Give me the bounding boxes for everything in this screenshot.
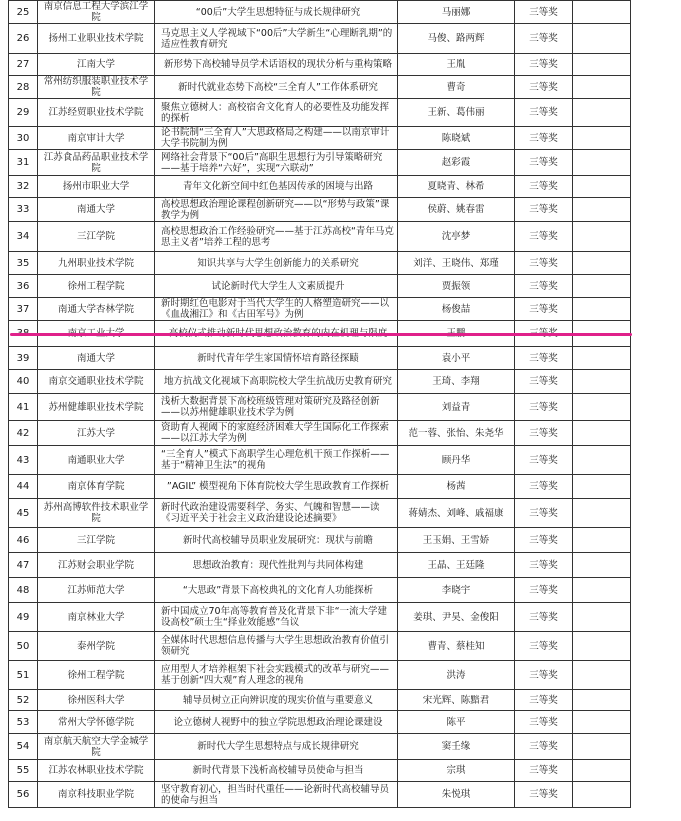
empty-cell (573, 760, 631, 782)
table-row (9, 150, 631, 176)
school-cell: 徐州医科大学 (38, 690, 155, 711)
row-number: 50 (9, 632, 38, 661)
row-number: 36 (9, 275, 38, 298)
authors-cell: 范一蓉、张怡、朱尧华 (398, 421, 515, 446)
row-number: 29 (9, 99, 38, 127)
title-cell: 论立德树人视野中的独立学院思想政治理论课建设 (155, 711, 398, 734)
award-table-body (9, 1, 631, 808)
row-number: 32 (9, 176, 38, 198)
empty-cell (573, 421, 631, 446)
title-cell: 新形势下高校辅导员学术话语权的现状分析与重构策略 (155, 54, 398, 76)
row-number: 34 (9, 222, 38, 252)
table-row (9, 298, 631, 321)
award-cell: 三等奖 (515, 553, 573, 578)
row-number: 31 (9, 150, 38, 176)
title-cell: “大思政”背景下高校典礼的文化育人功能探析 (155, 578, 398, 603)
school-cell: 常州大学怀德学院 (38, 711, 155, 734)
table-row (9, 632, 631, 661)
authors-cell: 马俊、路两辉 (398, 24, 515, 54)
empty-cell (573, 553, 631, 578)
school-cell: 南京林业大学 (38, 603, 155, 632)
table-row (9, 734, 631, 760)
empty-cell (573, 370, 631, 394)
title-cell: 知识共享与大学生创新能力的关系研究 (155, 252, 398, 275)
authors-cell: 夏晓青、林希 (398, 176, 515, 198)
title-cell: ”AGIL” 模型视角下体育院校大学生思政教育工作探析 (155, 475, 398, 499)
table-row (9, 394, 631, 421)
award-cell: 三等奖 (515, 661, 573, 690)
title-cell: 应用型人才培养框架下社会实践模式的改革与研究——基于创新“四大观”育人理念的视角 (155, 661, 398, 690)
award-cell: 三等奖 (515, 347, 573, 370)
award-cell: 三等奖 (515, 222, 573, 252)
award-cell: 三等奖 (515, 603, 573, 632)
table-row (9, 782, 631, 808)
title-cell: “00后”大学生思想特征与成长规律研究 (155, 1, 398, 24)
school-cell: 苏州高博软件技术职业学院 (38, 499, 155, 528)
school-cell: 南京科技职业学院 (38, 782, 155, 808)
row-number: 30 (9, 127, 38, 150)
row-number: 46 (9, 528, 38, 553)
authors-cell: 刘益青 (398, 394, 515, 421)
empty-cell (573, 603, 631, 632)
row-number: 26 (9, 24, 38, 54)
authors-cell: 赵彩霞 (398, 150, 515, 176)
row-number: 39 (9, 347, 38, 370)
empty-cell (573, 275, 631, 298)
authors-cell: 李晓宇 (398, 578, 515, 603)
award-cell: 三等奖 (515, 782, 573, 808)
title-cell: 高校思想政治工作经验研究——基于江苏高校“青年马克思主义者”培养工程的思考 (155, 222, 398, 252)
table-row (9, 528, 631, 553)
authors-cell: 王新、葛伟丽 (398, 99, 515, 127)
table-row (9, 198, 631, 222)
row-number: 25 (9, 1, 38, 24)
empty-cell (573, 127, 631, 150)
title-cell: 新时代大学生思想特点与成长规律研究 (155, 734, 398, 760)
table-row (9, 553, 631, 578)
award-cell: 三等奖 (515, 24, 573, 54)
award-cell: 三等奖 (515, 99, 573, 127)
authors-cell: 朱悦琪 (398, 782, 515, 808)
title-cell: 思想政治教育：现代性批判与共同体构建 (155, 553, 398, 578)
authors-cell: 窦壬缘 (398, 734, 515, 760)
row-number: 28 (9, 76, 38, 99)
table-row (9, 690, 631, 711)
table-row (9, 275, 631, 298)
authors-cell: 姜琪、尹昊、金俊阳 (398, 603, 515, 632)
empty-cell (573, 24, 631, 54)
award-cell: 三等奖 (515, 499, 573, 528)
row-number: 44 (9, 475, 38, 499)
table-row (9, 176, 631, 198)
authors-cell: 刘洋、王晓伟、郑瑾 (398, 252, 515, 275)
row-number: 40 (9, 370, 38, 394)
award-cell: 三等奖 (515, 578, 573, 603)
title-cell: 资助育人视阈下的家庭经济困难大学生国际化工作探索——以江苏大学为例 (155, 421, 398, 446)
table-row (9, 1, 631, 24)
authors-cell: 陈平 (398, 711, 515, 734)
row-number: 35 (9, 252, 38, 275)
empty-cell (573, 298, 631, 321)
award-cell: 三等奖 (515, 76, 573, 99)
empty-cell (573, 475, 631, 499)
school-cell: 南京信息工程大学滨江学院 (38, 1, 155, 24)
school-cell: 徐州工程学院 (38, 661, 155, 690)
table-row (9, 499, 631, 528)
authors-cell: 贾振领 (398, 275, 515, 298)
empty-cell (573, 1, 631, 24)
title-cell: 高校思想政治理论课程创新研究——以“形势与政策”课教学为例 (155, 198, 398, 222)
table-row (9, 76, 631, 99)
table-row (9, 760, 631, 782)
school-cell: 三江学院 (38, 528, 155, 553)
row-number: 51 (9, 661, 38, 690)
award-cell: 三等奖 (515, 150, 573, 176)
authors-cell: 曹奇 (398, 76, 515, 99)
authors-cell: 袁小平 (398, 347, 515, 370)
school-cell: 南通大学 (38, 347, 155, 370)
row-number: 37 (9, 298, 38, 321)
authors-cell: 宗琪 (398, 760, 515, 782)
school-cell: 江苏大学 (38, 421, 155, 446)
empty-cell (573, 690, 631, 711)
title-cell: 新时代政治建设需要科学、务实、气魄和智慧——读《习近平关于社会主义政治建设论述摘要》 (155, 499, 398, 528)
row-number: 41 (9, 394, 38, 421)
title-cell: 新时代高校辅导员职业发展研究：现状与前瞻 (155, 528, 398, 553)
table-row (9, 475, 631, 499)
award-cell: 三等奖 (515, 760, 573, 782)
row-number: 27 (9, 54, 38, 76)
empty-cell (573, 578, 631, 603)
empty-cell (573, 734, 631, 760)
award-cell: 三等奖 (515, 54, 573, 76)
award-cell: 三等奖 (515, 421, 573, 446)
title-cell: 马克思主义人学视域下“00后”大学新生“心理断乳期”的适应性教育研究 (155, 24, 398, 54)
row-number: 55 (9, 760, 38, 782)
row-number: 45 (9, 499, 38, 528)
title-cell: “三全育人”模式下高职学生心理危机干预工作探析——基于“精神卫生法”的视角 (155, 446, 398, 475)
award-table (8, 0, 631, 808)
table-row (9, 661, 631, 690)
table-row (9, 54, 631, 76)
school-cell: 南通职业大学 (38, 446, 155, 475)
title-cell: 新时代青年学生家国情怀培育路径探赜 (155, 347, 398, 370)
authors-cell: 王晶、王廷隆 (398, 553, 515, 578)
empty-cell (573, 252, 631, 275)
empty-cell (573, 394, 631, 421)
award-cell: 三等奖 (515, 370, 573, 394)
award-cell: 三等奖 (515, 1, 573, 24)
authors-cell: 杨茜 (398, 475, 515, 499)
award-cell: 三等奖 (515, 711, 573, 734)
table-row (9, 347, 631, 370)
school-cell: 扬州市职业大学 (38, 176, 155, 198)
empty-cell (573, 711, 631, 734)
title-cell: 青年文化新空间中红色基因传承的困境与出路 (155, 176, 398, 198)
empty-cell (573, 661, 631, 690)
school-cell: 江苏经贸职业技术学院 (38, 99, 155, 127)
table-row (9, 370, 631, 394)
authors-cell: 沈亭梦 (398, 222, 515, 252)
empty-cell (573, 499, 631, 528)
school-cell: 江南大学 (38, 54, 155, 76)
row-number: 42 (9, 421, 38, 446)
authors-cell: 曹青、蔡桂知 (398, 632, 515, 661)
empty-cell (573, 76, 631, 99)
award-cell: 三等奖 (515, 475, 573, 499)
table-row (9, 252, 631, 275)
authors-cell: 洪涛 (398, 661, 515, 690)
authors-cell: 王玉娟、王雪娇 (398, 528, 515, 553)
table-row (9, 99, 631, 127)
school-cell: 南京交通职业技术学院 (38, 370, 155, 394)
table-row (9, 127, 631, 150)
row-number: 49 (9, 603, 38, 632)
school-cell: 江苏食品药品职业技术学院 (38, 150, 155, 176)
empty-cell (573, 176, 631, 198)
authors-cell: 杨俊喆 (398, 298, 515, 321)
empty-cell (573, 198, 631, 222)
school-cell: 江苏农林职业技术学院 (38, 760, 155, 782)
title-cell: 新时代背景下浅析高校辅导员使命与担当 (155, 760, 398, 782)
award-cell: 三等奖 (515, 127, 573, 150)
table-row (9, 24, 631, 54)
title-cell: 全媒体时代思想信息传播与大学生思想政治教育价值引领研究 (155, 632, 398, 661)
award-cell: 三等奖 (515, 446, 573, 475)
empty-cell (573, 632, 631, 661)
school-cell: 南京航天航空大学金城学院 (38, 734, 155, 760)
row-number: 43 (9, 446, 38, 475)
row-number: 47 (9, 553, 38, 578)
authors-cell: 顾丹华 (398, 446, 515, 475)
title-cell: 新时代就业态势下高校“三全育人”工作体系研究 (155, 76, 398, 99)
row-number: 48 (9, 578, 38, 603)
school-cell: 九州职业技术学院 (38, 252, 155, 275)
school-cell: 三江学院 (38, 222, 155, 252)
award-cell: 三等奖 (515, 394, 573, 421)
title-cell: 浅析大数据背景下高校班级管理对策研究及路径创新——以苏州健雄职业技术学为例 (155, 394, 398, 421)
school-cell: 泰州学院 (38, 632, 155, 661)
empty-cell (573, 99, 631, 127)
award-cell: 三等奖 (515, 690, 573, 711)
authors-cell: 宋光辉、陈黯君 (398, 690, 515, 711)
table-row (9, 578, 631, 603)
row-number: 52 (9, 690, 38, 711)
table-row (9, 222, 631, 252)
empty-cell (573, 54, 631, 76)
title-cell: 试论新时代大学生人文素质提升 (155, 275, 398, 298)
title-cell: 地方抗战文化视域下高职院校大学生抗战历史教育研究 (155, 370, 398, 394)
highlight-underline (10, 333, 632, 336)
empty-cell (573, 446, 631, 475)
award-cell: 三等奖 (515, 198, 573, 222)
table-row (9, 711, 631, 734)
award-cell: 三等奖 (515, 734, 573, 760)
school-cell: 南京审计大学 (38, 127, 155, 150)
school-cell: 徐州工程学院 (38, 275, 155, 298)
empty-cell (573, 150, 631, 176)
authors-cell: 蒋婧杰、刘峰、戚福康 (398, 499, 515, 528)
award-cell: 三等奖 (515, 298, 573, 321)
title-cell: 辅导员树立正向辨识度的现实价值与重要意义 (155, 690, 398, 711)
title-cell: 论书院制“三全育人”大思政格局之构建——以南京审计大学书院制为例 (155, 127, 398, 150)
row-number: 33 (9, 198, 38, 222)
table-row (9, 446, 631, 475)
school-cell: 扬州工业职业技术学院 (38, 24, 155, 54)
row-number: 56 (9, 782, 38, 808)
row-number: 54 (9, 734, 38, 760)
award-cell: 三等奖 (515, 252, 573, 275)
award-cell: 三等奖 (515, 632, 573, 661)
empty-cell (573, 347, 631, 370)
school-cell: 常州纺织服装职业技术学院 (38, 76, 155, 99)
authors-cell: 马丽娜 (398, 1, 515, 24)
school-cell: 江苏师范大学 (38, 578, 155, 603)
school-cell: 江苏财会职业学院 (38, 553, 155, 578)
authors-cell: 王琦、李翔 (398, 370, 515, 394)
title-cell: 聚焦立德树人：高校宿舍文化育人的必要性及功能发挥的探析 (155, 99, 398, 127)
title-cell: 网络社会背景下“00后”高职生思想行为引导策略研究——基于培养“六好”，实现“六联动” (155, 150, 398, 176)
authors-cell: 王胤 (398, 54, 515, 76)
school-cell: 南通大学杏林学院 (38, 298, 155, 321)
authors-cell: 陈晓斌 (398, 127, 515, 150)
table-row (9, 603, 631, 632)
award-cell: 三等奖 (515, 528, 573, 553)
empty-cell (573, 528, 631, 553)
empty-cell (573, 222, 631, 252)
title-cell: 新中国成立70年高等教育普及化背景下非“一流大学建设高校”硕士生“择业效能感”刍议 (155, 603, 398, 632)
school-cell: 苏州健雄职业技术学院 (38, 394, 155, 421)
award-cell: 三等奖 (515, 275, 573, 298)
row-number: 53 (9, 711, 38, 734)
table-row (9, 421, 631, 446)
authors-cell: 侯蔚、姚春雷 (398, 198, 515, 222)
title-cell: 坚守教育初心，担当时代重任——论新时代高校辅导员的使命与担当 (155, 782, 398, 808)
school-cell: 南通大学 (38, 198, 155, 222)
empty-cell (573, 782, 631, 808)
award-cell: 三等奖 (515, 176, 573, 198)
title-cell: 新时期红色电影对于当代大学生的人格塑造研究——以《血战湘江》和《古田军号》为例 (155, 298, 398, 321)
school-cell: 南京体育学院 (38, 475, 155, 499)
